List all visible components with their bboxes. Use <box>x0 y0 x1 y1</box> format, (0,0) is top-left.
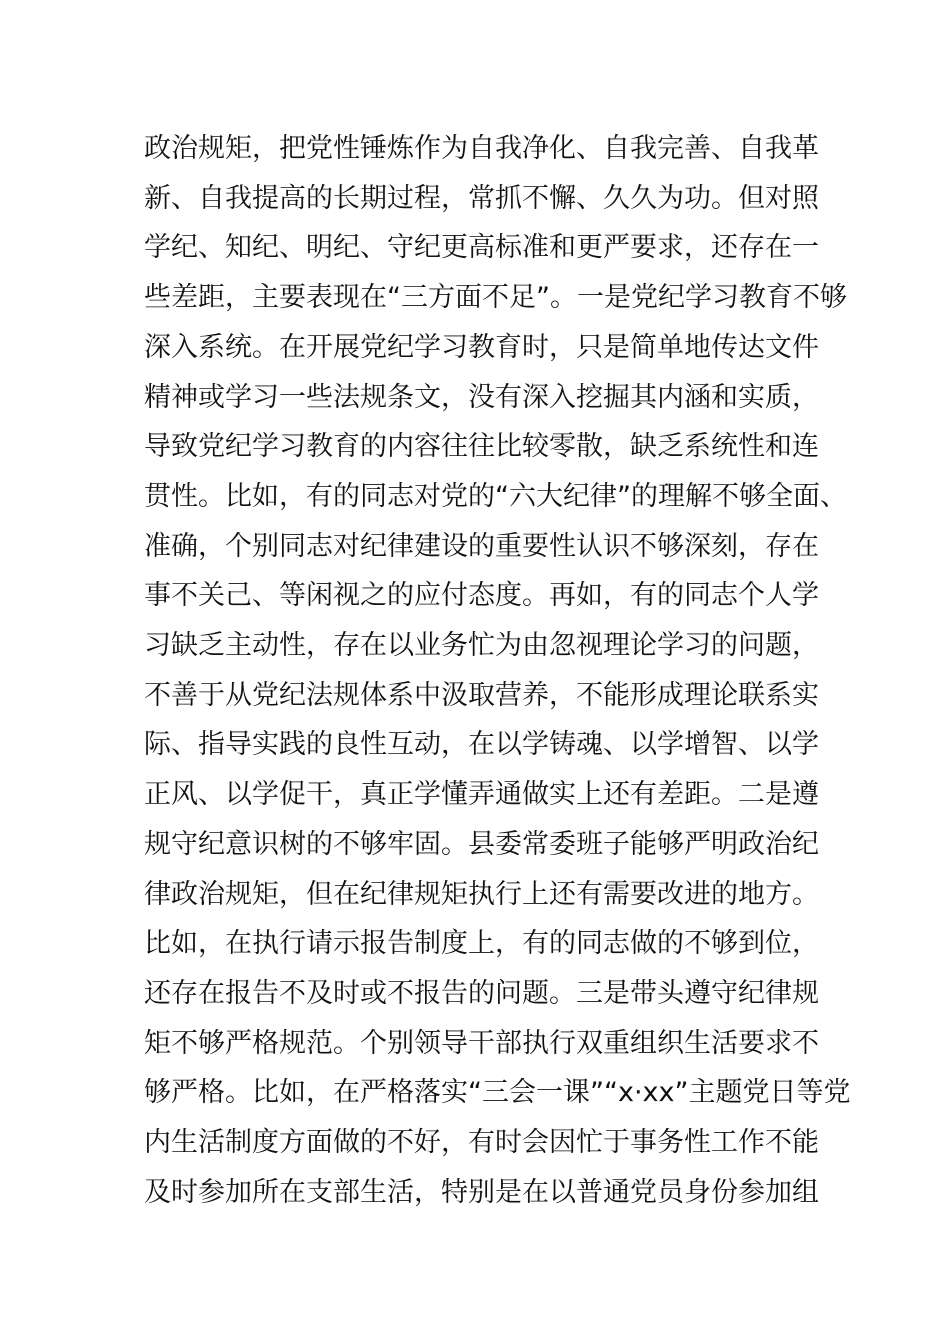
text-line-3: 学纪、知纪、明纪、守纪更高标准和更严要求，还存在一 <box>144 232 819 264</box>
text-line-15: 规守纪意识树的不够牢固。县委常委班子能够严明政治纪 <box>144 828 819 860</box>
text-line-4: 些差距，主要表现在“三方面不足”。一是党纪学习教育不够 <box>144 282 847 314</box>
text-line-8: 贯性。比如，有的同志对党的“六大纪律”的理解不够全面、 <box>144 480 847 512</box>
text-line-16: 律政治规矩，但在纪律规矩执行上还有需要改进的地方。 <box>144 878 819 910</box>
text-line-10: 事不关己、等闲视之的应付态度。再如，有的同志个人学 <box>144 580 819 612</box>
text-line-18: 还存在报告不及时或不报告的问题。三是带头遵守纪律规 <box>144 977 819 1009</box>
text-line-17: 比如，在执行请示报告制度上，有的同志做的不够到位， <box>144 928 819 960</box>
text-line-2: 新、自我提高的长期过程，常抓不懈、久久为功。但对照 <box>144 182 819 214</box>
text-line-20: 够严格。比如，在严格落实“三会一课”“x·xx”主题党日等党 <box>144 1077 851 1109</box>
text-line-11: 习缺乏主动性，存在以业务忙为由忽视理论学习的问题， <box>144 630 819 662</box>
text-line-5: 深入系统。在开展党纪学习教育时，只是简单地传达文件 <box>144 331 819 363</box>
body-text <box>144 124 851 1217</box>
text-line-12: 不善于从党纪法规体系中汲取营养，不能形成理论联系实 <box>144 679 819 711</box>
text-line-7: 导致党纪学习教育的内容往往比较零散，缺乏系统性和连 <box>144 431 819 463</box>
text-line-21: 内生活制度方面做的不好，有时会因忙于事务性工作不能 <box>144 1127 819 1159</box>
text-line-13: 际、指导实践的良性互动，在以学铸魂、以学增智、以学 <box>144 729 819 761</box>
text-line-22: 及时参加所在支部生活，特别是在以普通党员身份参加组 <box>144 1176 819 1208</box>
text-line-14: 正风、以学促干，真正学懂弄通做实上还有差距。二是遵 <box>144 779 819 811</box>
text-line-6: 精神或学习一些法规条文，没有深入挖掘其内涵和实质， <box>144 381 819 413</box>
text-line-1: 政治规矩，把党性锤炼作为自我净化、自我完善、自我革 <box>144 133 819 164</box>
text-line-9: 准确，个别同志对纪律建设的重要性认识不够深刻，存在 <box>144 530 819 562</box>
text-line-19: 矩不够严格规范。个别领导干部执行双重组织生活要求不 <box>144 1027 819 1059</box>
